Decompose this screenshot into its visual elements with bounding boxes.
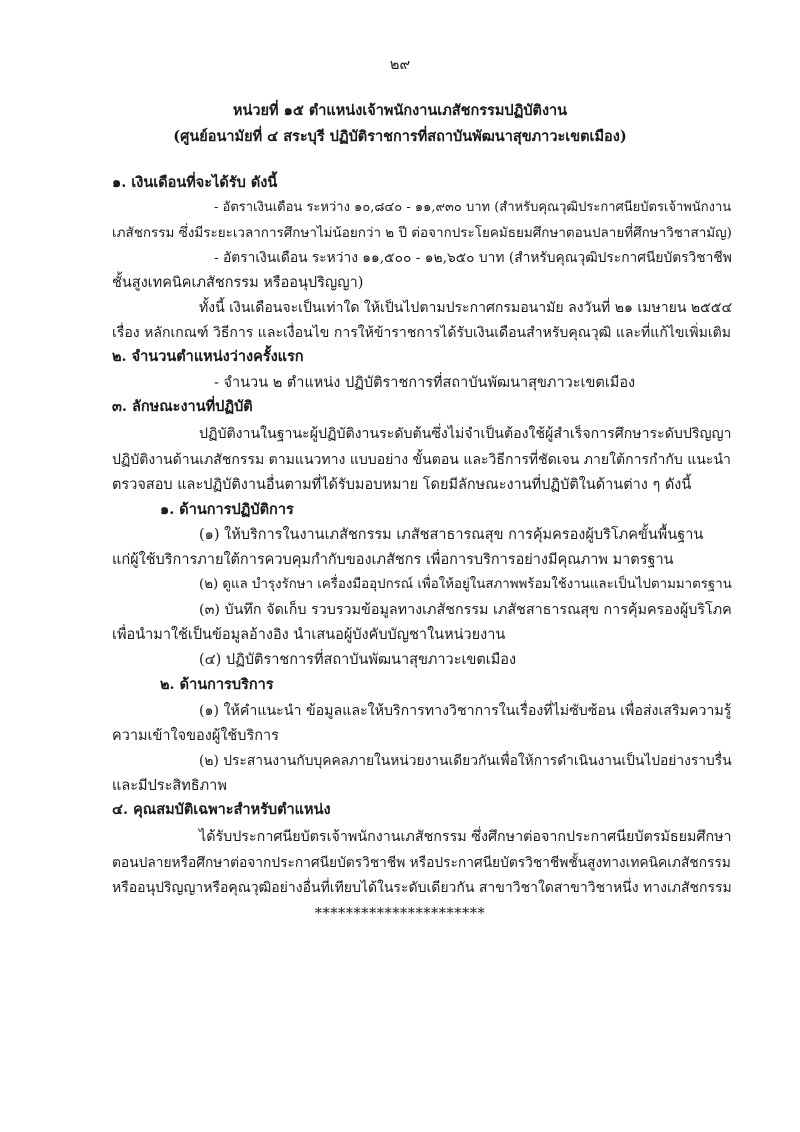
sub1-line: (๓) บันทึก จัดเก็บ รวบรวมข้อมูลทางเภสัชกรรม เภสัชสาธารณสุข การคุ้มครองผู้บริโภค (199, 602, 732, 618)
sub2-line: (๑) ให้คำแนะนำ ข้อมูลและให้บริการทางวิชาการในเรื่องที่ไม่ซับซ้อน เพื่อส่งเสริมความรู้ (199, 703, 732, 719)
section3-heading: ๓. ลักษณะงานที่ปฏิบัติ (112, 398, 253, 415)
section4-line: หรืออนุปริญญาหรือคุณวุฒิอย่างอื่นที่เทียบได้ในระดับเดียวกัน สาขาวิชาใดสาขาวิชาหนึ่ง ทางเภสัชกรรม (112, 880, 732, 896)
title-line-2: (ศูนย์อนามัยที่ ๔ สระบุรี ปฏิบัติราชการที่สถาบันพัฒนาสุขภาวะเขตเมือง) (173, 128, 627, 145)
section4-line: ได้รับประกาศนียบัตรเจ้าพนักงานเภสัชกรรม ซึ่งศึกษาต่อจากประกาศนียบัตรมัธยมศึกษา (199, 829, 732, 845)
section2-line: - จำนวน ๒ ตำแหน่ง ปฏิบัติราชการที่สถาบันพัฒนาสุขภาวะเขตเมือง (214, 375, 636, 391)
section2-heading: ๒. จำนวนตำแหน่งว่างครั้งแรก (112, 348, 304, 365)
end-mark: ********************** (314, 906, 486, 922)
section3-intro-line: ตรวจสอบ และปฏิบัติงานอื่นตามที่ได้รับมอบหมาย โดยมีลักษณะงานที่ปฏิบัติในด้านต่าง ๆ ดังนี้ (112, 477, 692, 493)
section1-line: เรื่อง หลักเกณฑ์ วิธีการ และเงื่อนไข การให้ข้าราชการได้รับเงินเดือนสำหรับคุณวุฒิ และที่แก้ไขเพิ่มเติม (112, 325, 732, 341)
title-line-1: หน่วยที่ ๑๕ ตำแหน่งเจ้าพนักงานเภสัชกรรมปฏิบัติงาน (232, 102, 568, 119)
section4-line: ตอนปลายหรือศึกษาต่อจากประกาศนียบัตรวิชาชีพ หรือประกาศนียบัตรวิชาชีพชั้นสูงทางเทคนิคเภสัชกรรม (112, 855, 731, 871)
section4-heading: ๔. คุณสมบัติเฉพาะสำหรับตำแหน่ง (112, 801, 331, 818)
sub1-line: (๒) ดูแล บำรุงรักษา เครื่องมืออุปกรณ์ เพื่อให้อยู่ในสภาพพร้อมใช้งานและเป็นไปตามมาตรฐาน (199, 577, 732, 592)
sub2-line: (๒) ประสานงานกับบุคคลภายในหน่วยงานเดียวกันเพื่อให้การดำเนินงานเป็นไปอย่างราบรื่น (199, 753, 732, 769)
sub2-line: ความเข้าใจของผู้ใช้บริการ (112, 728, 279, 744)
sub1-line: (๑) ให้บริการในงานเภสัชกรรม เภสัชสาธารณสุข การคุ้มครองผู้บริโภคขั้นพื้นฐาน (199, 527, 704, 543)
section3-sub2-heading: ๒. ด้านการบริการ (160, 676, 274, 693)
page-number: ๒๙ (389, 57, 411, 73)
section1-line: ทั้งนี้ เงินเดือนจะเป็นเท่าใด ให้เป็นไปตามประกาศกรมอนามัย ลงวันที่ ๒๑ เมษายน ๒๕๕๔ (199, 300, 733, 316)
section1-line: - อัตราเงินเดือน ระหว่าง ๑๑,๕๐๐ - ๑๒,๖๕๐ บาท (สำหรับคุณวุฒิประกาศนียบัตรวิชาชีพ (214, 250, 732, 266)
section1-line: เภสัชกรรม ซึ่งมีระยะเวลาการศึกษาไม่น้อยกว่า ๒ ปี ต่อจากประโยคมัธยมศึกษาตอนปลายที่ศึกษาวิชาสามัญ) (112, 225, 732, 241)
section1-line: - อัตราเงินเดือน ระหว่าง ๑๐,๘๔๐ - ๑๑,๙๓๐ บาท (สำหรับคุณวุฒิประกาศนียบัตรเจ้าพนักงาน (214, 200, 732, 215)
section1-line: ชั้นสูงเทคนิคเภสัชกรรม หรืออนุปริญญา) (112, 275, 364, 291)
sub2-line: และมีประสิทธิภาพ (112, 778, 227, 794)
sub1-line: (๔) ปฏิบัติราชการที่สถาบันพัฒนาสุขภาวะเขตเมือง (199, 652, 517, 668)
sub1-line: เพื่อนำมาใช้เป็นข้อมูลอ้างอิง นำเสนอผู้บังคับบัญชาในหน่วยงาน (112, 627, 506, 643)
sub1-line: แก่ผู้ใช้บริการภายใต้การควบคุมกำกับของเภสัชกร เพื่อการบริการอย่างมีคุณภาพ มาตรฐาน (112, 552, 674, 568)
section3-sub1-heading: ๑. ด้านการปฏิบัติการ (160, 501, 294, 518)
section3-intro-line: ปฏิบัติงานด้านเภสัชกรรม ตามแนวทาง แบบอย่าง ขั้นตอน และวิธีการที่ชัดเจน ภายใต้การกำกับ แนะนำ (112, 452, 731, 468)
section3-intro-line: ปฏิบัติงานในฐานะผู้ปฏิบัติงานระดับต้นซึ่งไม่จำเป็นต้องใช้ผู้สำเร็จการศึกษาระดับปริญญา (199, 426, 732, 442)
section1-heading: ๑. เงินเดือนที่จะได้รับ ดังนี้ (112, 174, 278, 191)
